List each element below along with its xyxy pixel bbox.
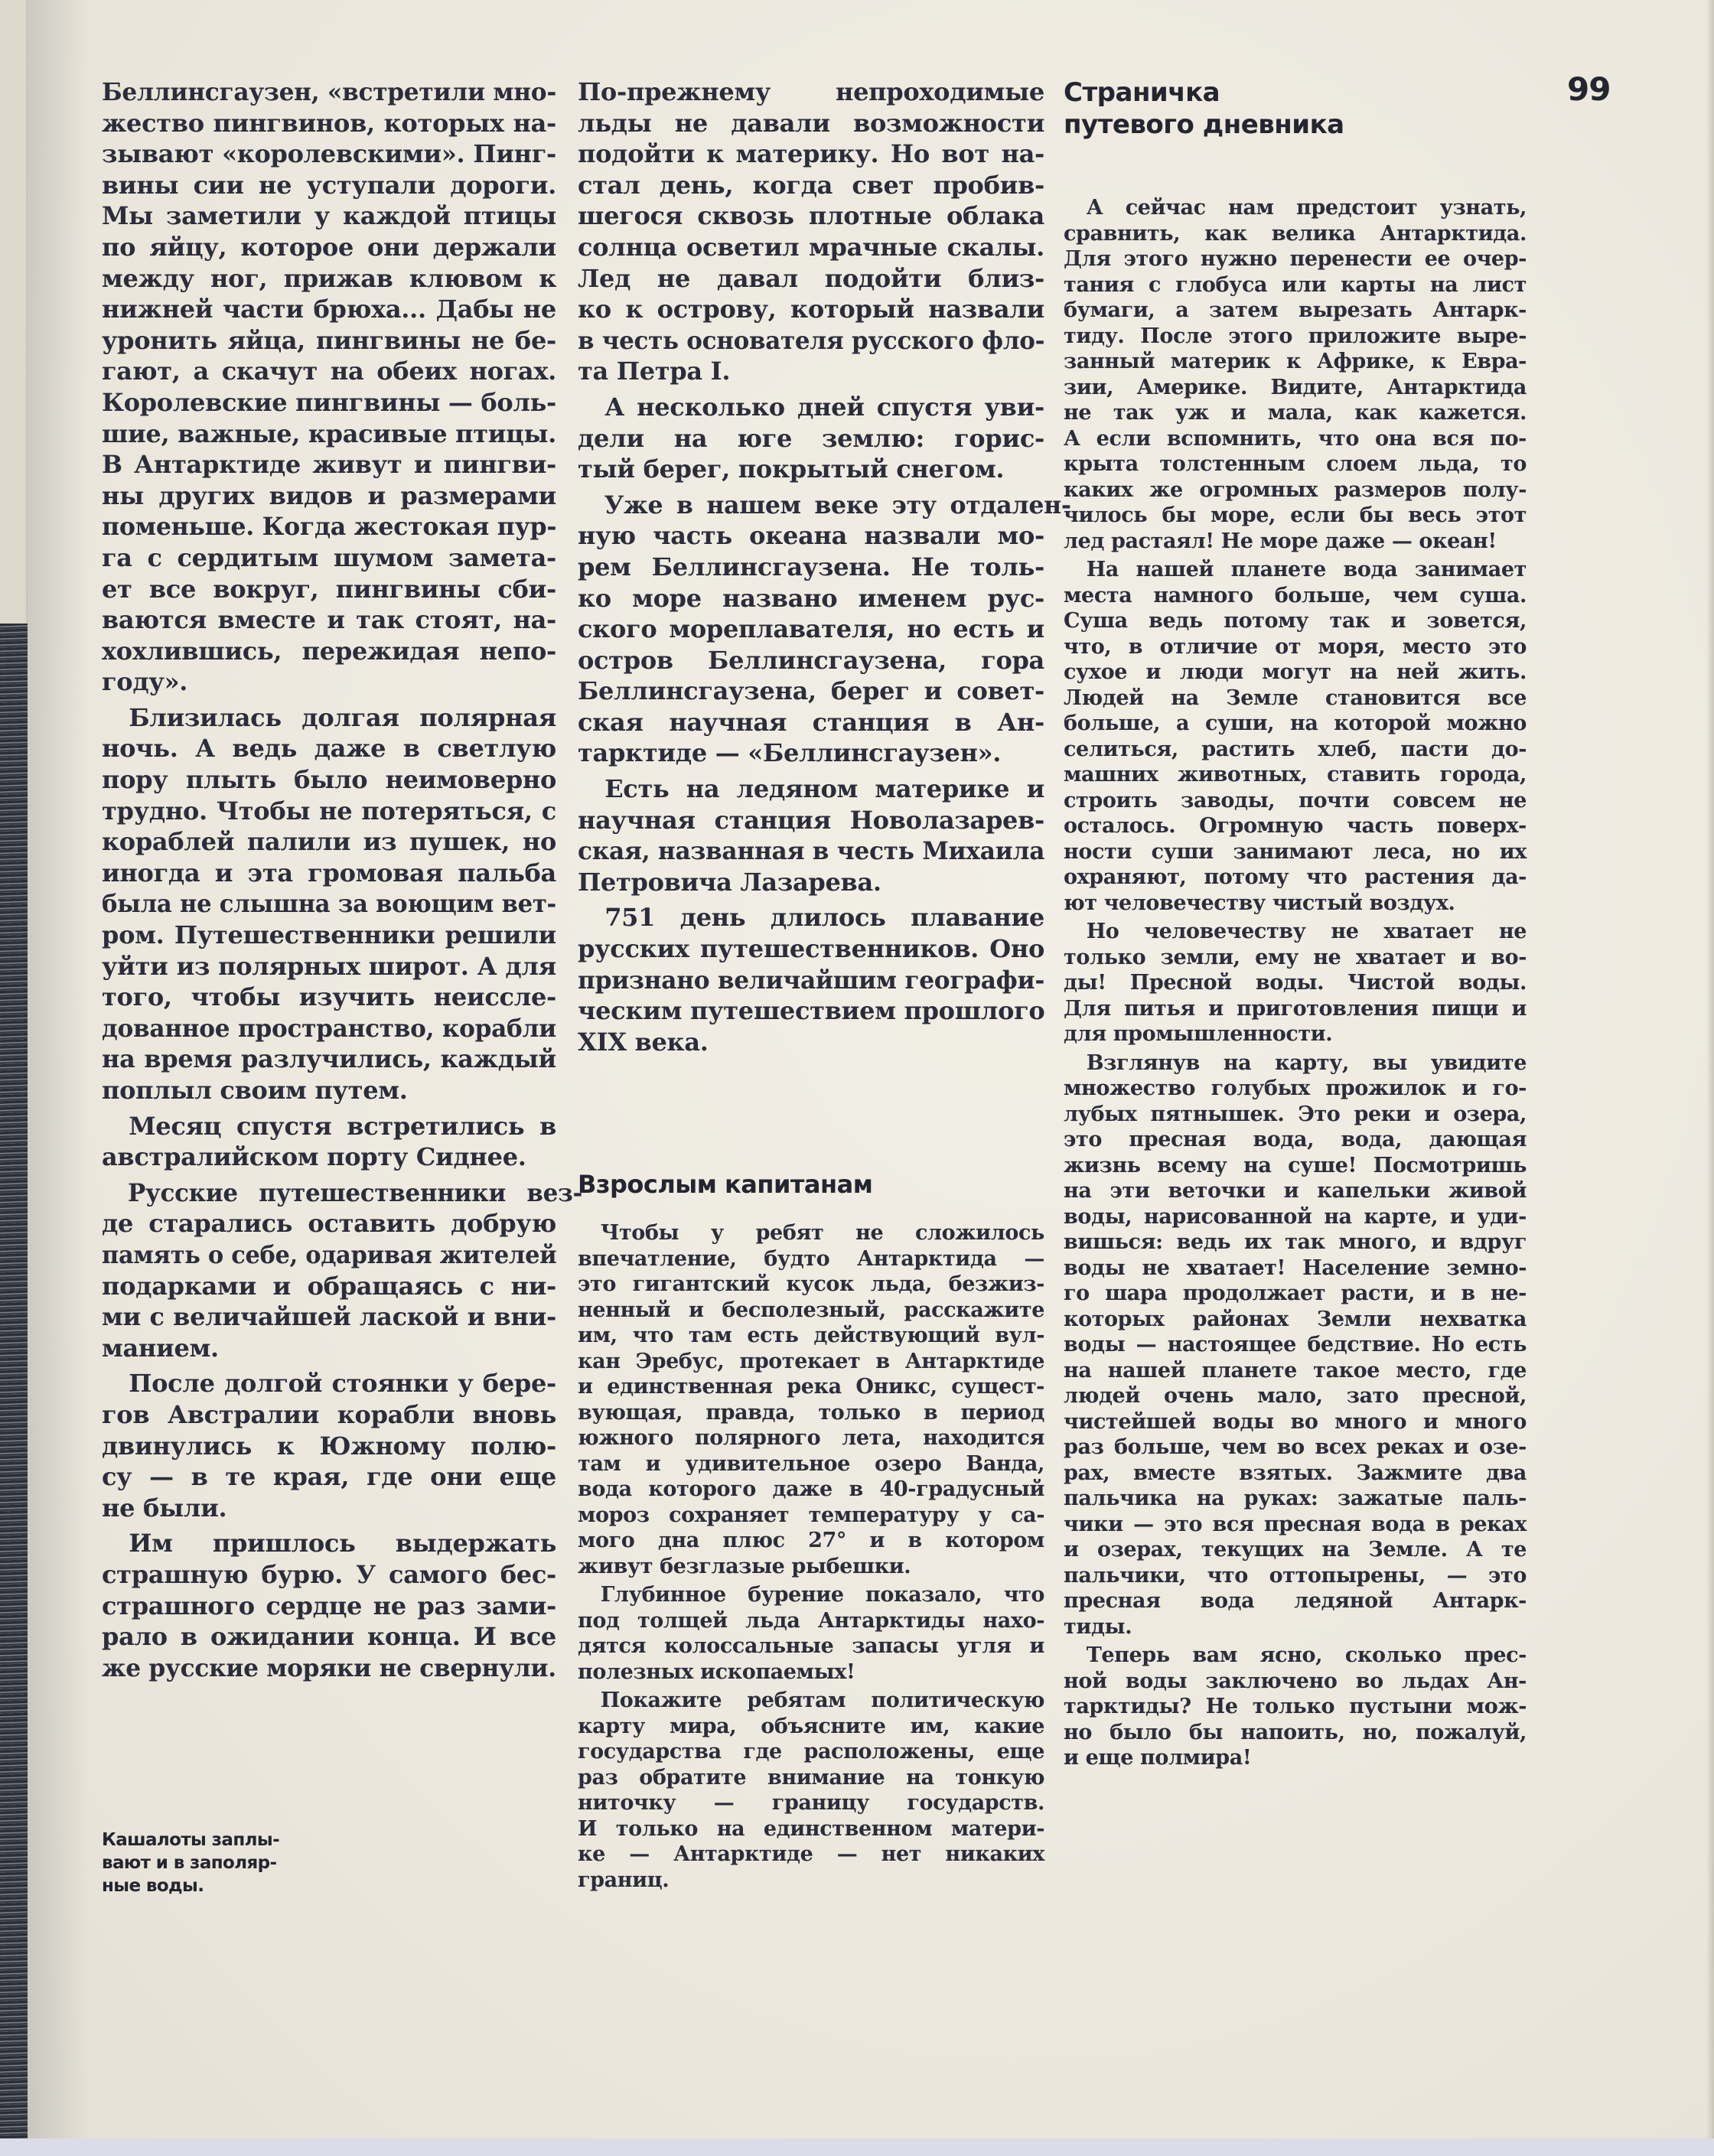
text-line: множество голубых прожилок и го- xyxy=(1064,1076,1527,1100)
text-line: Чтобы у ребят не сложилось xyxy=(600,1221,1044,1245)
paragraph xyxy=(578,1688,1044,1893)
text-line: га с сердитым шумом замета- xyxy=(102,542,556,572)
text-line: южного полярного лета, находится xyxy=(578,1426,1044,1450)
text-line: су — в те края, где они еще xyxy=(102,1462,556,1492)
text-line: австралийском порту Сиднее. xyxy=(102,1142,526,1172)
text-line: воды — настоящее бедствие. Но есть xyxy=(1064,1333,1527,1356)
text-line: места намного больше, чем суша. xyxy=(1064,583,1527,607)
text-line: Есть на ледяном материке и xyxy=(604,774,1044,804)
text-line: осталось. Огромную часть поверх- xyxy=(1064,814,1527,838)
text-line: жизнь всему на суше! Посмотришь xyxy=(1064,1153,1527,1177)
text-line: де старались оставить добрую xyxy=(102,1209,556,1239)
text-line: На нашей планете вода занимает xyxy=(1086,558,1527,581)
text-line: Петровича Лазарева. xyxy=(578,867,881,897)
paragraph xyxy=(578,490,1071,769)
text-line: шие, важные, красивые птицы. xyxy=(102,418,556,448)
text-line: двинулись к Южному полю- xyxy=(102,1431,556,1461)
text-line: тый берег, покрытый снегом. xyxy=(578,454,1005,484)
text-line: Но человечеству не хватает не xyxy=(1086,920,1527,943)
text-line: дели на юге землю: горис- xyxy=(578,423,1044,453)
text-line: тиду. После этого приложите выре- xyxy=(1064,324,1527,348)
text-line: между ног, прижав клювом к xyxy=(102,263,556,293)
text-line: русских путешественников. Оно xyxy=(578,934,1044,964)
text-line: страшную бурю. У самого бес- xyxy=(102,1559,556,1589)
paragraph xyxy=(102,1111,556,1173)
text-line: XIX века. xyxy=(578,1027,709,1057)
text-line: под толщей льда Антарктиды нахо- xyxy=(578,1608,1044,1633)
text-line: ческим путешествием прошлого xyxy=(578,996,1045,1026)
text-line: только земли, ему не хватает и во- xyxy=(1064,945,1527,969)
text-line: Уже в нашем веке эту отдален- xyxy=(604,490,1071,519)
text-line: ке — Антарктиде — нет никаких xyxy=(578,1842,1044,1866)
text-line: для промышленности. xyxy=(1064,1022,1333,1046)
text-line: подарками и обращаясь с ни- xyxy=(102,1271,556,1301)
text-line: лубых пятнышек. Это реки и озера, xyxy=(1064,1102,1527,1126)
text-line: там и удивительное озеро Ванда, xyxy=(578,1451,1044,1476)
paragraph xyxy=(102,1368,556,1523)
text-line: Теперь вам ясно, сколько прес- xyxy=(1086,1643,1527,1667)
text-line: рало в ожидании конца. И все xyxy=(102,1622,556,1652)
column-3-text xyxy=(1064,195,1527,1771)
text-line: это пресная вода, вода, дающая xyxy=(1064,1128,1527,1151)
text-line: И только на единственном матери- xyxy=(578,1816,1044,1841)
text-line: дованное пространство, корабли xyxy=(102,1013,556,1043)
page-edge xyxy=(1706,0,1714,2138)
text-line: каких же огромных размеров полу- xyxy=(1064,477,1527,502)
column-1-text xyxy=(102,77,583,1683)
text-line: чики — это вся пресная вода в реках xyxy=(1064,1512,1527,1536)
text-line: го шара продолжает расти, и в не- xyxy=(1064,1282,1527,1305)
paragraph xyxy=(102,77,556,698)
text-line: пору плыть было неимоверно xyxy=(102,765,556,795)
text-line: воды не хватает! Население земно- xyxy=(1064,1255,1527,1280)
text-line: впечатление, будто Антарктида — xyxy=(578,1246,1044,1271)
text-line: поменьше. Когда жестокая пур- xyxy=(102,512,557,542)
text-line: Месяц спустя встретились в xyxy=(129,1111,556,1141)
page-gutter xyxy=(0,0,28,624)
text-line: Лед не давал подойти близ- xyxy=(578,263,1044,293)
text-line: жество пингвинов, которых на- xyxy=(102,108,556,138)
text-line: ную часть океана назвали мо- xyxy=(578,521,1044,551)
text-line: того, чтобы изучить неиссле- xyxy=(102,982,556,1012)
text-line: В Антарктиде живут и пингви- xyxy=(102,450,556,480)
text-line: тиды. xyxy=(1064,1614,1132,1639)
paragraph xyxy=(1064,919,1527,1047)
text-line: Мы заметили у каждой птицы xyxy=(102,201,556,231)
text-line: Беллинсгаузен, «встретили мно- xyxy=(102,77,556,106)
text-line: После долгой стоянки у бере- xyxy=(129,1369,556,1399)
paragraph xyxy=(1064,1643,1527,1771)
text-line: строить заводы, почти совсем не xyxy=(1064,788,1527,813)
text-line: Королевские пингвины — боль- xyxy=(102,387,556,417)
text-line: Людей на Земле становится все xyxy=(1064,686,1527,710)
text-line: ют человечеству чистый воздух. xyxy=(1064,891,1455,915)
text-line: Взглянув на карту, вы увидите xyxy=(1086,1050,1527,1075)
text-line: шегося сквозь плотные облака xyxy=(578,201,1044,231)
text-line: Беллинсгаузена, берег и совет- xyxy=(578,676,1044,706)
caption-line: вают и в заполяр- xyxy=(102,1853,277,1873)
text-line: лед растаял! Не море даже — океан! xyxy=(1064,529,1497,553)
text-line: хохлившись, пережидая непо- xyxy=(102,636,556,666)
text-line: ности суши занимают леса, но их xyxy=(1064,839,1527,864)
text-line: ет все вокруг, пингвины сби- xyxy=(102,574,556,604)
text-line: же русские моряки не свернули. xyxy=(102,1653,556,1682)
text-line: Глубинное бурение показало, что xyxy=(600,1583,1044,1607)
text-line: не так уж и мала, как кажется. xyxy=(1064,401,1527,425)
text-line: что, в отличие от моря, место это xyxy=(1064,634,1527,659)
text-line: память о себе, одаривая жителей xyxy=(102,1239,557,1269)
text-line: пальчики, что оттопырены, — это xyxy=(1064,1563,1527,1588)
paragraph xyxy=(578,773,1044,897)
text-line: полезных ископаемых! xyxy=(578,1659,855,1684)
text-line: ского мореплавателя, но есть и xyxy=(578,614,1044,644)
engraving-illustration-edge xyxy=(0,624,28,2138)
text-line: ская научная станция в Ан- xyxy=(578,707,1044,737)
paragraph xyxy=(1064,195,1527,554)
text-line: та Петра I. xyxy=(578,357,731,386)
paragraph xyxy=(578,392,1044,485)
text-line: которых районах Земли нехватка xyxy=(1064,1307,1527,1331)
text-line: иногда и эта громовая пальба xyxy=(102,858,556,887)
text-line: чистейшей воды во много и много xyxy=(1064,1409,1527,1434)
text-line: Для этого нужно перенести ее очер- xyxy=(1064,247,1527,271)
text-line: и озерах, текущих на Земле. А те xyxy=(1064,1538,1527,1562)
text-line: ми с величайшей лаской и вни- xyxy=(102,1302,556,1332)
paragraph xyxy=(578,1582,1044,1685)
text-line: и еще полмира! xyxy=(1064,1746,1252,1770)
text-line: но было бы напоить, но, пожалуй, xyxy=(1064,1720,1527,1744)
text-line: занный материк к Африке, к Евра- xyxy=(1064,350,1527,373)
text-line: людей очень мало, зато пресной, xyxy=(1064,1384,1527,1408)
text-line: ко море названо именем рус- xyxy=(578,583,1044,613)
text-line: по яйцу, которое они держали xyxy=(102,232,556,262)
text-line: тания с глобуса или карты на лист xyxy=(1064,272,1527,297)
text-line: А если вспомнить, что она вся по- xyxy=(1064,426,1527,451)
paragraph xyxy=(578,1220,1044,1579)
paragraph xyxy=(102,1177,583,1364)
text-line: Суша ведь потому так и зовется, xyxy=(1064,609,1527,633)
text-line: крыта толстенным слоем льда, то xyxy=(1064,452,1527,476)
text-line: Им пришлось выдержать xyxy=(129,1529,556,1558)
text-line: на эти веточки и капельки живой xyxy=(1064,1179,1527,1203)
text-line: машних животных, ставить города, xyxy=(1064,763,1527,787)
text-line: ночь. А ведь даже в светлую xyxy=(102,734,556,764)
text-line: Русские путешественники вез- xyxy=(128,1177,583,1207)
text-line: дятся колоссальные запасы угля и xyxy=(578,1634,1044,1658)
text-line: поплыл своим путем. xyxy=(102,1076,408,1105)
text-line: А несколько дней спустя уви- xyxy=(604,392,1044,422)
spine-shadow xyxy=(28,0,89,2138)
text-line: стал день, когда свет пробив- xyxy=(578,170,1044,200)
text-line: ной воды заключено во льдах Ан- xyxy=(1064,1669,1527,1693)
text-line: рах, вместе взятых. Зажмите два xyxy=(1064,1461,1527,1485)
text-line: была не слышна за воющим вет- xyxy=(102,889,556,919)
section-heading-travel-diary xyxy=(1064,77,1344,141)
text-line: на время разлучились, каждый xyxy=(102,1044,556,1074)
column-2-section-text xyxy=(578,1220,1044,1893)
text-line: зии, Америке. Видите, Антарктида xyxy=(1064,375,1527,399)
text-line: раз больше, чем во всех реках и озе- xyxy=(1064,1435,1527,1459)
text-line: признано величайшим географи- xyxy=(578,965,1045,995)
text-line: пресная вода ледяной Антарк- xyxy=(1064,1589,1527,1613)
text-line: тарктиды? Не только пустыни мож- xyxy=(1064,1695,1527,1718)
text-line: 751 день длилось плавание xyxy=(604,903,1044,933)
paragraph xyxy=(1064,557,1527,916)
text-line: ром. Путешественники решили xyxy=(102,920,556,950)
text-line: научная станция Новолазарев- xyxy=(578,805,1044,835)
text-line: вующая, правда, только в период xyxy=(578,1400,1044,1425)
text-line: охраняют, потому что растения да- xyxy=(1064,865,1527,889)
text-line: сухое и люди могут на ней жить. xyxy=(1064,660,1527,684)
text-line: не были. xyxy=(102,1493,227,1523)
text-line: году». xyxy=(102,667,188,697)
text-line: живут безглазые рыбешки. xyxy=(578,1554,911,1578)
text-line: гают, а скачут на обеих ногах. xyxy=(102,357,556,386)
page-number: 99 xyxy=(1567,70,1611,108)
text-line: тарктиде — «Беллинсгаузен». xyxy=(578,738,1002,768)
text-line: подойти к материку. Но вот на- xyxy=(578,139,1044,169)
caption-line: Кашалоты заплы- xyxy=(102,1830,280,1850)
text-line: селиться, растить хлеб, пасти до- xyxy=(1064,737,1527,761)
text-line: зывают «королевскими». Пинг- xyxy=(102,139,556,169)
heading-line: Страничка xyxy=(1064,77,1220,108)
text-line: уронить яйца, пингвины не бе- xyxy=(102,325,556,355)
text-line: ская, названная в честь Михаила xyxy=(578,836,1045,866)
text-line: ды! Пресной воды. Чистой воды. xyxy=(1064,971,1527,995)
text-line: По-прежнему непроходимые xyxy=(578,77,1044,106)
text-line: карту мира, объясните им, какие xyxy=(578,1714,1044,1738)
text-line: Покажите ребятам политическую xyxy=(600,1689,1044,1712)
text-line: Для питья и приготовления пищи и xyxy=(1064,996,1527,1021)
text-line: бумаги, а затем вырезать Антарк- xyxy=(1064,298,1527,322)
text-line: остров Беллинсгаузена, гора xyxy=(578,645,1044,675)
text-line: уйти из полярных широт. А для xyxy=(102,951,556,981)
paragraph xyxy=(578,77,1044,387)
text-line: чилось бы море, если бы весь этот xyxy=(1064,503,1527,527)
paragraph xyxy=(102,1528,556,1683)
text-line: границ. xyxy=(578,1868,670,1892)
text-line: нижней части брюха... Дабы не xyxy=(102,295,556,324)
text-line: пальчика на руках: зажатые паль- xyxy=(1064,1487,1527,1510)
text-line: страшного сердце не раз зами- xyxy=(102,1591,556,1620)
text-line: кораблей палили из пушек, но xyxy=(102,827,556,857)
text-line: вишься: ведь их так много, и вдруг xyxy=(1064,1230,1527,1254)
illustration-caption xyxy=(102,1829,316,1897)
text-line: Близилась долгая полярная xyxy=(129,702,556,732)
text-line: солнца осветил мрачные скалы. xyxy=(578,232,1044,262)
text-line: и единственная река Оникс, сущест- xyxy=(578,1375,1044,1399)
caption-line: ные воды. xyxy=(102,1876,204,1896)
text-line: на нашей планете такое место, где xyxy=(1064,1358,1527,1383)
text-line: ненный и бесполезный, расскажите xyxy=(578,1298,1044,1322)
text-line: больше, а суши, на которой можно xyxy=(1064,712,1527,735)
text-line: рем Беллинсгаузена. Не толь- xyxy=(578,552,1044,581)
text-line: раз обратите внимание на тонкую xyxy=(578,1765,1044,1790)
text-line: льды не давали возможности xyxy=(578,108,1044,138)
heading-line: путевого дневника xyxy=(1064,109,1344,140)
text-line: в честь основателя русского фло- xyxy=(578,325,1045,355)
scan-bottom-strip xyxy=(0,2138,1714,2156)
text-line: ны других видов и размерами xyxy=(102,480,556,510)
text-line: сравнить, как велика Антарктида. xyxy=(1064,221,1527,246)
text-line: вода которого даже в 40-градусный xyxy=(578,1477,1044,1501)
text-line: ниточку — границу государств. xyxy=(578,1791,1044,1815)
text-line: А сейчас нам предстоит узнать, xyxy=(1086,196,1527,220)
text-line: ко к острову, который назвали xyxy=(578,295,1044,324)
text-line: гов Австралии корабли вновь xyxy=(102,1399,556,1429)
text-line: ваются вместе и так стоят, на- xyxy=(102,605,556,635)
paragraph xyxy=(102,702,556,1106)
text-line: им, что там есть действующий вул- xyxy=(578,1324,1044,1347)
paragraph xyxy=(578,902,1044,1057)
text-line: воды, нарисованной на карте, и уди- xyxy=(1064,1204,1527,1229)
text-line: манием. xyxy=(102,1333,219,1363)
text-line: это гигантский кусок льда, безжиз- xyxy=(578,1272,1044,1296)
paragraph xyxy=(1064,1050,1527,1640)
text-line: вины сии не уступали дороги. xyxy=(102,170,556,200)
section-heading-adult-captains: Взрослым капитанам xyxy=(578,1170,873,1199)
text-line: кан Эребус, протекает в Антарктиде xyxy=(578,1349,1044,1373)
text-line: трудно. Чтобы не потеряться, с xyxy=(102,796,556,826)
text-line: мого дна плюс 27° и в котором xyxy=(578,1529,1044,1552)
text-line: государства где расположены, еще xyxy=(578,1740,1044,1764)
column-2-text xyxy=(578,77,1071,1057)
text-line: мороз сохраняет температуру у са- xyxy=(578,1503,1044,1527)
